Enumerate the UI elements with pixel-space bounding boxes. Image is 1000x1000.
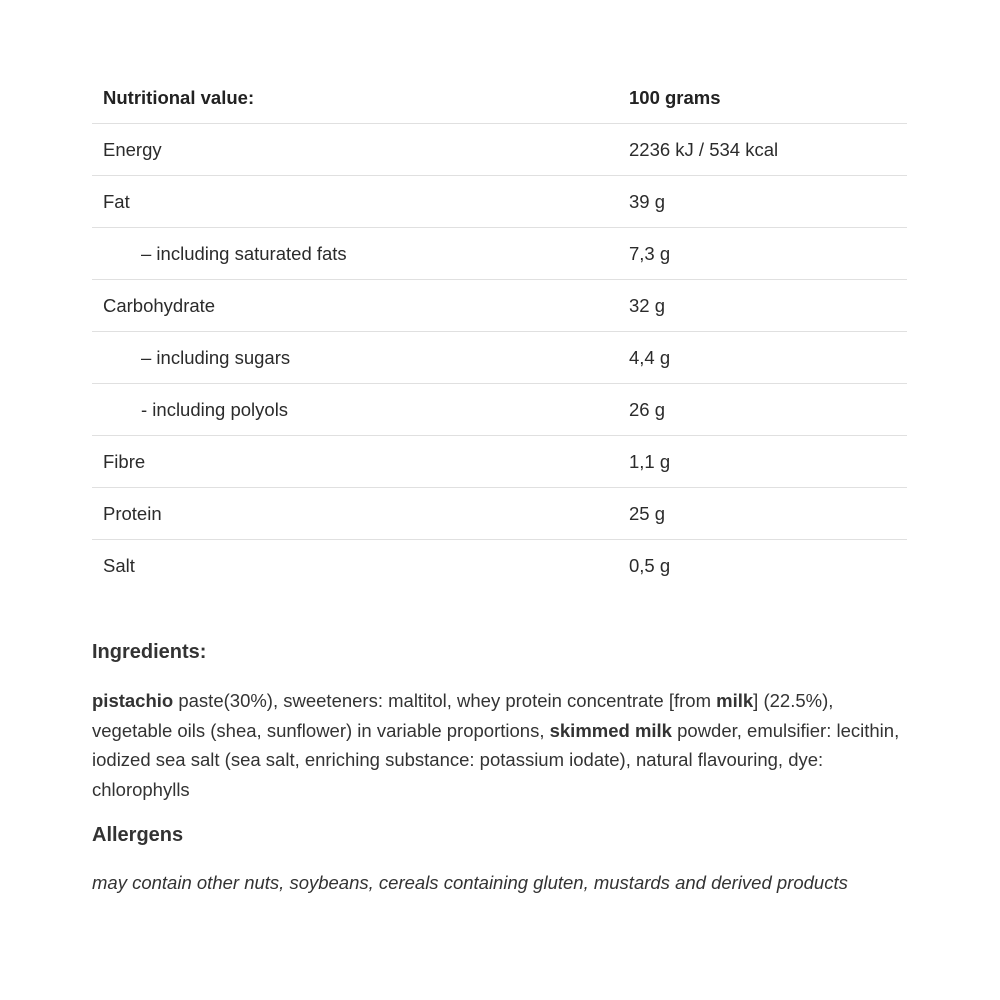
- nutrition-row: [92, 332, 907, 384]
- nutrient-value: 2236 kJ / 534 kcal: [618, 124, 907, 176]
- nutrient-name: Fibre: [92, 436, 618, 488]
- nutrient-name: - including polyols: [92, 384, 618, 436]
- ingredient-text-segment: powder, emulsifier: lecithin, iodized sea salt (sea salt, enriching substance: potassium iodate), natural flavouring, dye: chlorophylls: [92, 719, 900, 800]
- nutrient-name: – including saturated fats: [92, 228, 618, 280]
- nutrition-header-row: [92, 72, 907, 124]
- ingredient-allergen-highlight: milk: [716, 690, 754, 711]
- allergens-text: may contain other nuts, soybeans, cereals containing gluten, mustards and derived products: [92, 872, 848, 893]
- nutrition-row: [92, 540, 907, 592]
- nutrient-value: 0,5 g: [629, 554, 671, 576]
- nutrition-row: [92, 488, 907, 540]
- allergens-title: Allergens: [92, 824, 184, 846]
- nutrient-value: 7,3 g: [618, 228, 907, 280]
- product-info: [92, 72, 907, 898]
- nutrition-row: [92, 436, 907, 488]
- nutrient-name: Carbohydrate: [92, 280, 618, 332]
- nutrition-row: [92, 176, 907, 228]
- nutrient-value: 26 g: [618, 384, 907, 436]
- nutrient-name: – including sugars: [92, 332, 618, 384]
- nutrition-rows: [92, 124, 907, 592]
- nutrient-value: 4,4 g: [618, 332, 907, 384]
- nutrient-name: Energy: [92, 124, 618, 176]
- nutrient-value: 32 g: [618, 280, 907, 332]
- nutrient-value: 39 g: [618, 176, 907, 228]
- ingredient-allergen-highlight: pistachio: [92, 690, 174, 711]
- nutrient-name: Protein: [92, 488, 618, 540]
- nutrient-name: Salt: [103, 554, 135, 576]
- nutrition-row: [92, 124, 907, 176]
- ingredient-text-segment: paste(30%), sweeteners: maltitol, whey protein concentrate [from: [173, 690, 717, 711]
- nutrition-header-value: 100 grams: [618, 72, 907, 124]
- ingredient-allergen-highlight: skimmed milk: [549, 719, 672, 741]
- nutrient-name: Fat: [92, 176, 618, 228]
- ingredient-text-segment: ] (22.5%), vegetable oils (shea, sunflower) in variable proportions,: [92, 690, 834, 741]
- nutrient-value: 25 g: [618, 488, 907, 540]
- nutrition-table: [92, 72, 907, 591]
- nutrient-value: 1,1 g: [618, 436, 907, 488]
- ingredients-text: [92, 686, 907, 804]
- ingredients-title: Ingredients:: [92, 641, 207, 663]
- nutrition-row: [92, 228, 907, 280]
- nutrition-header-name: Nutritional value:: [92, 72, 618, 124]
- nutrition-row: [92, 384, 907, 436]
- nutrition-row: [92, 280, 907, 332]
